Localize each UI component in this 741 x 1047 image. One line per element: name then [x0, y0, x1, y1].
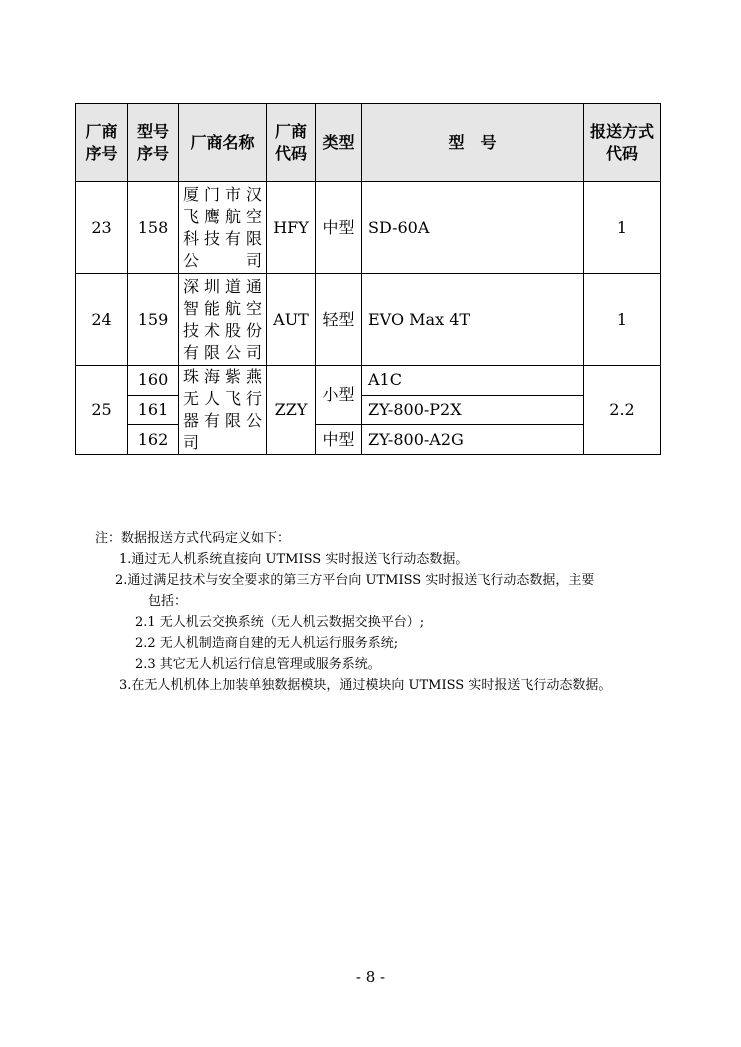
header-model-no: 型号序号	[128, 104, 179, 182]
header-report-code: 报送方式代码	[584, 104, 661, 182]
cell-vendor-code: HFY	[267, 182, 316, 274]
cell-model-no: 158	[128, 182, 179, 274]
header-type: 类型	[316, 104, 362, 182]
cell-model-no: 160	[128, 366, 179, 396]
note-item-2: 2.通过满足技术与安全要求的第三方平台向 UTMISS 实时报送飞行动态数据，主要	[115, 573, 595, 588]
cell-vendor-name: 厦门市汉飞鹰航空科技有限公司	[179, 182, 267, 274]
table-row	[76, 274, 661, 366]
cell-model-no: 162	[128, 425, 179, 455]
cell-report-code: 2.2	[584, 366, 661, 455]
header-vendor-no: 厂商序号	[76, 104, 128, 182]
page-number: - 8 -	[355, 968, 386, 986]
table-row	[76, 182, 661, 274]
cell-type: 中型	[316, 182, 362, 274]
cell-vendor-code: AUT	[267, 274, 316, 366]
header-vendor-code: 厂商代码	[267, 104, 316, 182]
note-item-1: 1.通过无人机系统直接向 UTMISS 实时报送飞行动态数据。	[119, 552, 469, 567]
note-item-2-1: 2.1 无人机云交换系统（无人机云数据交换平台）;	[135, 615, 425, 630]
table-row	[76, 366, 661, 396]
cell-report-code: 1	[584, 274, 661, 366]
cell-vendor-no: 25	[76, 366, 128, 455]
cell-vendor-no: 24	[76, 274, 128, 366]
cell-model-no: 161	[128, 395, 179, 425]
cell-vendor-name: 深圳道通智能航空技术股份有限公司	[179, 274, 267, 366]
header-vendor-name: 厂商名称	[179, 104, 267, 182]
note-item-2-3: 2.3 其它无人机运行信息管理或服务系统。	[135, 657, 381, 672]
table-row	[76, 425, 661, 455]
table-header-row	[76, 104, 661, 182]
cell-model: SD-60A	[362, 182, 584, 274]
cell-type: 小型	[316, 366, 362, 425]
cell-type: 轻型	[316, 274, 362, 366]
cell-model: A1C	[362, 366, 584, 396]
header-model: 型 号	[362, 104, 584, 182]
cell-report-code: 1	[584, 182, 661, 274]
cell-vendor-code: ZZY	[267, 366, 316, 455]
note-item-2-2: 2.2 无人机制造商自建的无人机运行服务系统;	[135, 636, 399, 651]
note-item-3: 3.在无人机机体上加装单独数据模块，通过模块向 UTMISS 实时报送飞行动态数据。	[119, 678, 612, 693]
note-item-2-continued: 包括：	[148, 594, 188, 609]
cell-model: ZY-800-P2X	[362, 395, 584, 425]
vendor-model-table	[75, 103, 661, 455]
cell-type: 中型	[316, 425, 362, 455]
cell-vendor-name: 珠海紫燕无人飞行器有限公司	[179, 366, 267, 455]
notes-intro: 注：数据报送方式代码定义如下：	[95, 531, 291, 546]
cell-vendor-no: 23	[76, 182, 128, 274]
cell-model-no: 159	[128, 274, 179, 366]
cell-model: EVO Max 4T	[362, 274, 584, 366]
notes-section	[95, 528, 685, 696]
cell-model: ZY-800-A2G	[362, 425, 584, 455]
table-row	[76, 395, 661, 425]
